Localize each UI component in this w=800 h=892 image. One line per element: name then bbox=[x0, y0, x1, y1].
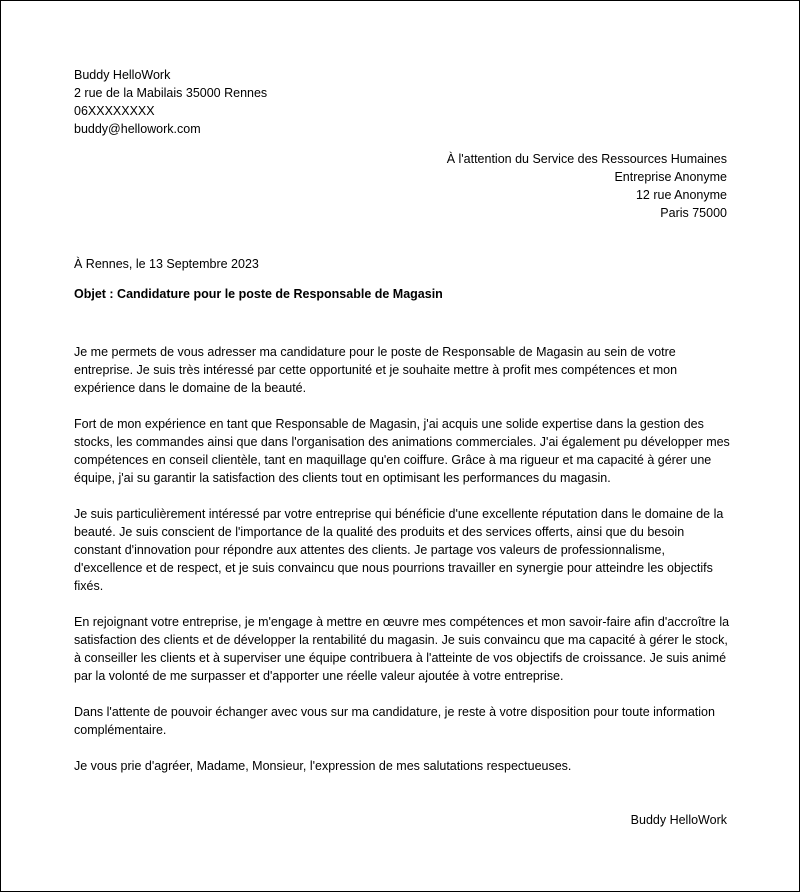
paragraph: Fort de mon expérience en tant que Responsable de Magasin, j'ai acquis une solide expertise dans la gestion des stocks, les commandes ainsi que dans l'organisation des animations commerciales. J'ai également pu développer mes compétences en conseil clientèle, tant en maquillage qu'en coiffure. Grâce à ma rigueur et ma capacité à gérer une équipe, j'ai su garantir la satisfaction des clients tout en optimisant les performances du magasin. bbox=[74, 417, 730, 485]
recipient-street: 12 rue Anonyme bbox=[635, 188, 727, 202]
paragraph: Je me permets de vous adresser ma candidature pour le poste de Responsable de Magasin au sein de votre entreprise. Je suis très intéressé par cette opportunité et je souhaite mettre à profit mes compétences et mon expérience dans le domaine de la beauté. bbox=[74, 345, 678, 395]
recipient-block bbox=[447, 150, 727, 222]
date-line: À Rennes, le 13 Septembre 2023 bbox=[74, 257, 259, 271]
subject-line: Objet : Candidature pour le poste de Responsable de Magasin bbox=[74, 287, 443, 301]
signature: Buddy HelloWork bbox=[630, 813, 727, 827]
recipient-attention: À l'attention du Service des Ressources Humaines bbox=[446, 152, 727, 166]
recipient-city: Paris 75000 bbox=[660, 206, 727, 220]
letter-body bbox=[74, 343, 734, 793]
paragraph: En rejoignant votre entreprise, je m'engage à mettre en œuvre mes compétences et mon savoir-faire afin d'accroître la satisfaction des clients et de développer la rentabilité du magasin. Je suis convaincu que ma capacité à gérer le stock, à conseiller les clients et à superviser une équipe contribuera à l'atteinte de vos objectifs de croissance. Je suis animé par la volonté de me surpasser et d'apporter une réelle valeur ajoutée à votre entreprise. bbox=[74, 615, 730, 683]
closing-paragraph: Je vous prie d'agréer, Madame, Monsieur, l'expression de mes salutations respectueuses. bbox=[74, 759, 572, 773]
sender-block bbox=[74, 66, 267, 138]
paragraph: Dans l'attente de pouvoir échanger avec vous sur ma candidature, je reste à votre disposition pour toute information complémentaire. bbox=[74, 705, 715, 737]
sender-phone: 06XXXXXXXX bbox=[74, 104, 155, 118]
sender-email: buddy@hellowork.com bbox=[74, 122, 201, 136]
sender-name: Buddy HelloWork bbox=[74, 68, 171, 82]
recipient-company: Entreprise Anonyme bbox=[614, 170, 727, 184]
sender-address: 2 rue de la Mabilais 35000 Rennes bbox=[74, 86, 268, 100]
paragraph: Je suis particulièrement intéressé par votre entreprise qui bénéficie d'une excellente réputation dans le domaine de la beauté. Je suis conscient de l'importance de la qualité des produits et des services offerts, ainsi que du besoin constant d'innovation pour répondre aux attentes des clients. Je partage vos valeurs de professionnalisme, d'excellence et de respect, et je suis convaincu que nous pourrions travailler en synergie pour atteindre les objectifs fixés. bbox=[74, 507, 724, 593]
